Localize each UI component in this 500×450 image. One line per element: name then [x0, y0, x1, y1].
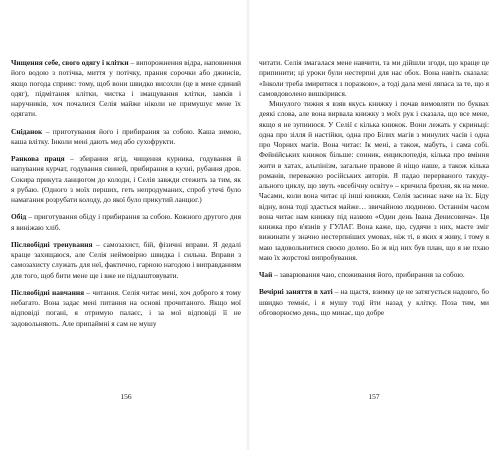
right-page: [259, 0, 489, 450]
page-number: 157: [368, 392, 380, 401]
paragraph-text: Минулого тижня я взяв якусь книжку і почав вимовляти по буквах деякі слова, але вона вирвала книжку з моїх рук і сказала, що все мене, якщо я не зупинюся. У Селії є кілька книжок. Вони лежать у скриньці: одна про зілля й настійки, одна про Білих магів з минулих часів і одна про Чорних магів. Вона читає: Ік мені, а також, мабуть, і сама собі. Фейнійських книжок більше: сонник, енциклопедія, кілька про вміння жити в хатах, альпінізм, загальне правове й ніщо наше, а також кілька романів, переважно російських авторів. Я падао перерваного такуду-ального циклу, що звуть «всебічну освіту» – кричила брехня, як на мене. Часами, коли вона читає ці інші книжки, Селія засинає наче на їх. Біду відну, вона тоді здасться майже… звичайною людиною. Останнім часом вона читає нам книжку під назвою «Один день Івана Денисовича». Ця книжка про в'язнів у ГУЛАГ. Вона каже, що, судячи з них, маєте зміг вижинати у значно нестерпніших умовах, ніж ті, в яких я живу, і тому я маю задовольнитися своєю долею. Бо ж від них був план, що я не пхаю маю їх жорстокі випробування.: [259, 99, 489, 262]
paragraph-text: читати. Селія змагалася мене навчити, та ми дійшли згоди, що краще це припинити; ці уроки були нестерпні для нас обох. Вона навіть сказала: «Інколи треба змиритися з поразкою», а тоді дала мені ляпаса за те, що я самовдоволено вишкірився.: [259, 58, 489, 98]
paragraph-text: – самозахист, бій, фізичні вправи. Я дедалі краще захищаюся, але Селія неймовірно швидка і сильна. Вправи з самозахисту служать для неї, фактично, гарною нагодою і виправданням для того, щоб бити мене ще і вже не підлаштовувати.: [11, 239, 241, 280]
paragraph-text: – збирання ягід, чищення курника, годування й напування курчат, годування свиней, прибирання в кухні, рубання дров. Сокира прикута ланцюгом до колоди, і Селія завжди стежить за тим, як я рубаю. (Одного з моїх перших, геть непродуманих, спроб утечі було намагання розрубати колоду, до якої було прикутий ланцюг.): [11, 154, 241, 204]
routine-paragraph: [11, 58, 241, 120]
paragraph-term: Ранкова праця: [11, 154, 65, 163]
left-page-text: [11, 58, 241, 329]
paragraph-term: Післяобідні навчання: [11, 287, 85, 297]
paragraph-text: – читання. Селія читає мені, хоч доброго я тому небагато. Вона задає мені питання на основі прочитаного. Якщо мої відповіді погані, я отримую палаєс, і за мої відповіді її не задовольняють. Але припаймні я сам не мушу: [11, 287, 241, 328]
routine-paragraph: [11, 288, 241, 329]
routine-paragraph: [11, 127, 241, 148]
paragraph-term: Обід: [11, 212, 27, 222]
routine-paragraph: [11, 212, 241, 233]
page-number: 156: [120, 392, 132, 401]
paragraph-term: Післяобідні тренування: [11, 239, 93, 249]
routine-paragraph: [11, 240, 241, 281]
paragraph-text: – випорожнення відра, наповнення його водою з потічка, миття у потічку, прання сорочки або джинсів, якщо погода сприяє: тому, щоб вони швидко висохли (це в мене єдиний одяг), підмітання клітки, чистка і змащування клітки, замків і наручників, хоч почалися Селія майже ніколи не примушує мене їх одягати.: [11, 58, 241, 119]
paragraph-term: Вечірні заняття в хаті: [259, 287, 333, 297]
routine-paragraph: [11, 154, 241, 205]
paragraph-term: Сніданок: [11, 126, 43, 136]
book-gutter: [246, 0, 250, 450]
routine-paragraph: [259, 270, 489, 280]
paragraph-text: – приготування обіду і прибирання за собою. Кожного другого дня я виніжаю хліб.: [11, 212, 241, 232]
paragraph-text: – заварювання чаю, споживання його, прибирання за собою.: [272, 270, 465, 279]
right-page-text: [259, 58, 489, 318]
routine-paragraph: [259, 287, 489, 318]
paragraph-text: – на щастя, взимку це не затягується надовго, бо швидко темніє, і я мушу тоді йти назад у клітку. Поза тим, ми обговорюємо день, що минає, що добре: [259, 287, 489, 317]
left-page: [11, 0, 241, 450]
paragraph-text: – приготування його і прибирання за собою. Каша зимою, каша влітку. Інколи мені дають мед або сухофрукти.: [11, 126, 241, 146]
body-paragraph: [259, 99, 489, 263]
paragraph-term: Чай: [259, 270, 273, 279]
body-paragraph: [259, 58, 489, 99]
paragraph-term: Чищення себе, свого одягу і клітки: [11, 58, 129, 67]
